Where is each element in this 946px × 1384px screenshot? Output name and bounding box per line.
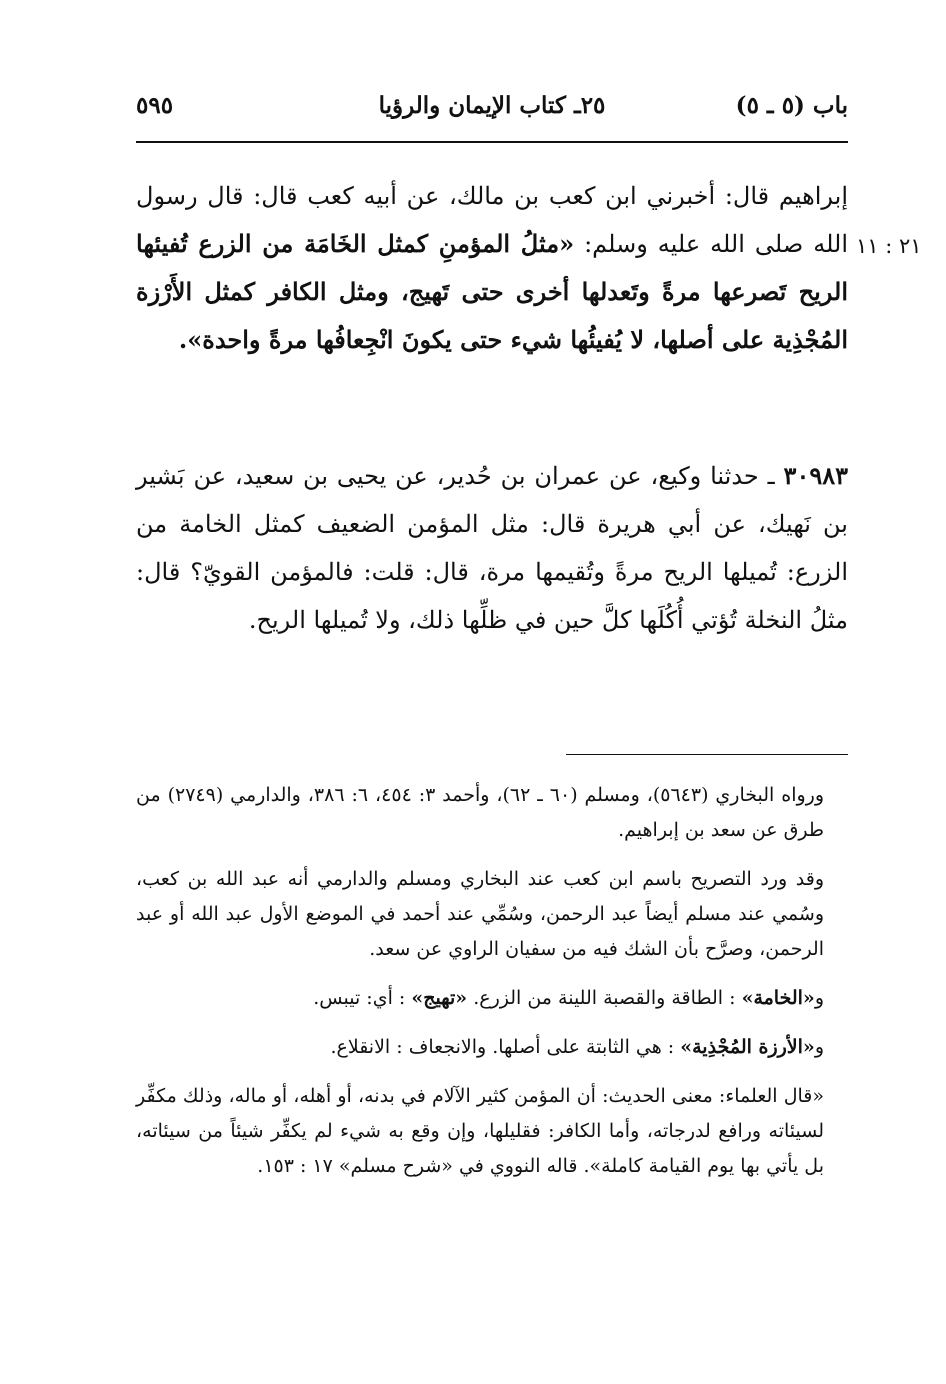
book-title: ٢٥ـ كتاب الإيمان والرؤيا — [378, 92, 606, 119]
hadith-number: ٣٠٩٨٣ — [783, 461, 848, 490]
footnote-commentary: «قال العلماء: معنى الحديث: أن المؤمن كثير الآلام في بدنه، أو أهله، أو ماله، وذلك مكفِّر لسيئاته ورافع لدرجاته، وأما الكافر: فقليلها، وإن وقع به شيء لم يكفِّر شيئاً من سيئاته، بل يأتي بها يوم القيامة كاملة». قاله النووي في «شرح مسلم» ١٧ : ١٥٣. — [136, 1085, 824, 1177]
isnad-text: إبراهيم قال: أخبرني ابن كعب بن مالك، عن أبيه كعب قال: قال رسول الله صلى الله عليه وسلم: — [136, 182, 849, 258]
margin-reference: ٢١ : ١١ — [856, 234, 922, 258]
gloss-term: «تهيج» — [411, 987, 468, 1009]
running-header — [136, 92, 848, 132]
footnote-naming: وقد ورد التصريح باسم ابن كعب عند البخاري ومسلم والدارمي أنه عبد الله بن كعب، وسُمي عند مسلم أيضاً عبد الرحمن، وسُمِّي عند أحمد في الموضع الأول عبد الله أو عبد الرحمن، وصرَّح بأن الشك فيه من سفيان الراوي عن سعد. — [136, 868, 824, 960]
hadith-matn: «مثلُ المؤمنِ كمثل الخَامَة من الزرع تُفيئها الريح تَصرعها مرةً وتَعدلها أخرى حتى تَهيج، ومثل الكافر كمثل الأَرْزة المُجْذِية على أصلها، لا يُفيئُها شيء حتى يكونَ انْجِعافُها مرةً واحدة». — [136, 229, 848, 354]
footnotes — [136, 778, 848, 1198]
hadith-paragraph-1 — [136, 172, 848, 364]
footnote-gloss-2: و«الأرزة المُجْذِية» : هي الثابتة على أصلها. والانجعاف : الانقلاع. — [330, 1036, 824, 1058]
footnote-gloss-1: و«الخامة» : الطاقة والقصبة اللينة من الزرع. «تهيج» : أي: تيبس. — [313, 987, 824, 1009]
chapter-section: باب (٥ ـ ٥) — [735, 92, 848, 119]
header-rule — [136, 141, 848, 143]
gloss-term: «الأرزة المُجْذِية» — [680, 1036, 815, 1058]
hadith-text: ـ حدثنا وكيع، عن عمران بن حُدير، عن يحيى بن سعيد، عن بَشير بن نَهيك، عن أبي هريرة قال: مثل المؤمن الضعيف كمثل الخامة من الزرع: تُميلها الريح مرةً وتُقيمها مرة، قال: قلت: فالمؤمن القويّ؟ قال: مثلُ النخلة تُؤتي أُكُلَها كلَّ حين في ظلِّها ذلك، ولا تُميلها الريح. — [136, 462, 848, 634]
footnote-takhrij: ورواه البخاري (٥٦٤٣)، ومسلم (٦٠ ـ ٦٢)، وأحمد ٣: ٤٥٤، ٦: ٣٨٦، والدارمي (٢٧٤٩) من طرق عن سعد بن إبراهيم. — [136, 784, 825, 841]
hadith-paragraph-2 — [136, 452, 848, 644]
page-number: ٥٩٥ — [136, 92, 174, 119]
gloss-term: «الخامة» — [741, 987, 815, 1009]
footnote-rule — [566, 754, 848, 755]
